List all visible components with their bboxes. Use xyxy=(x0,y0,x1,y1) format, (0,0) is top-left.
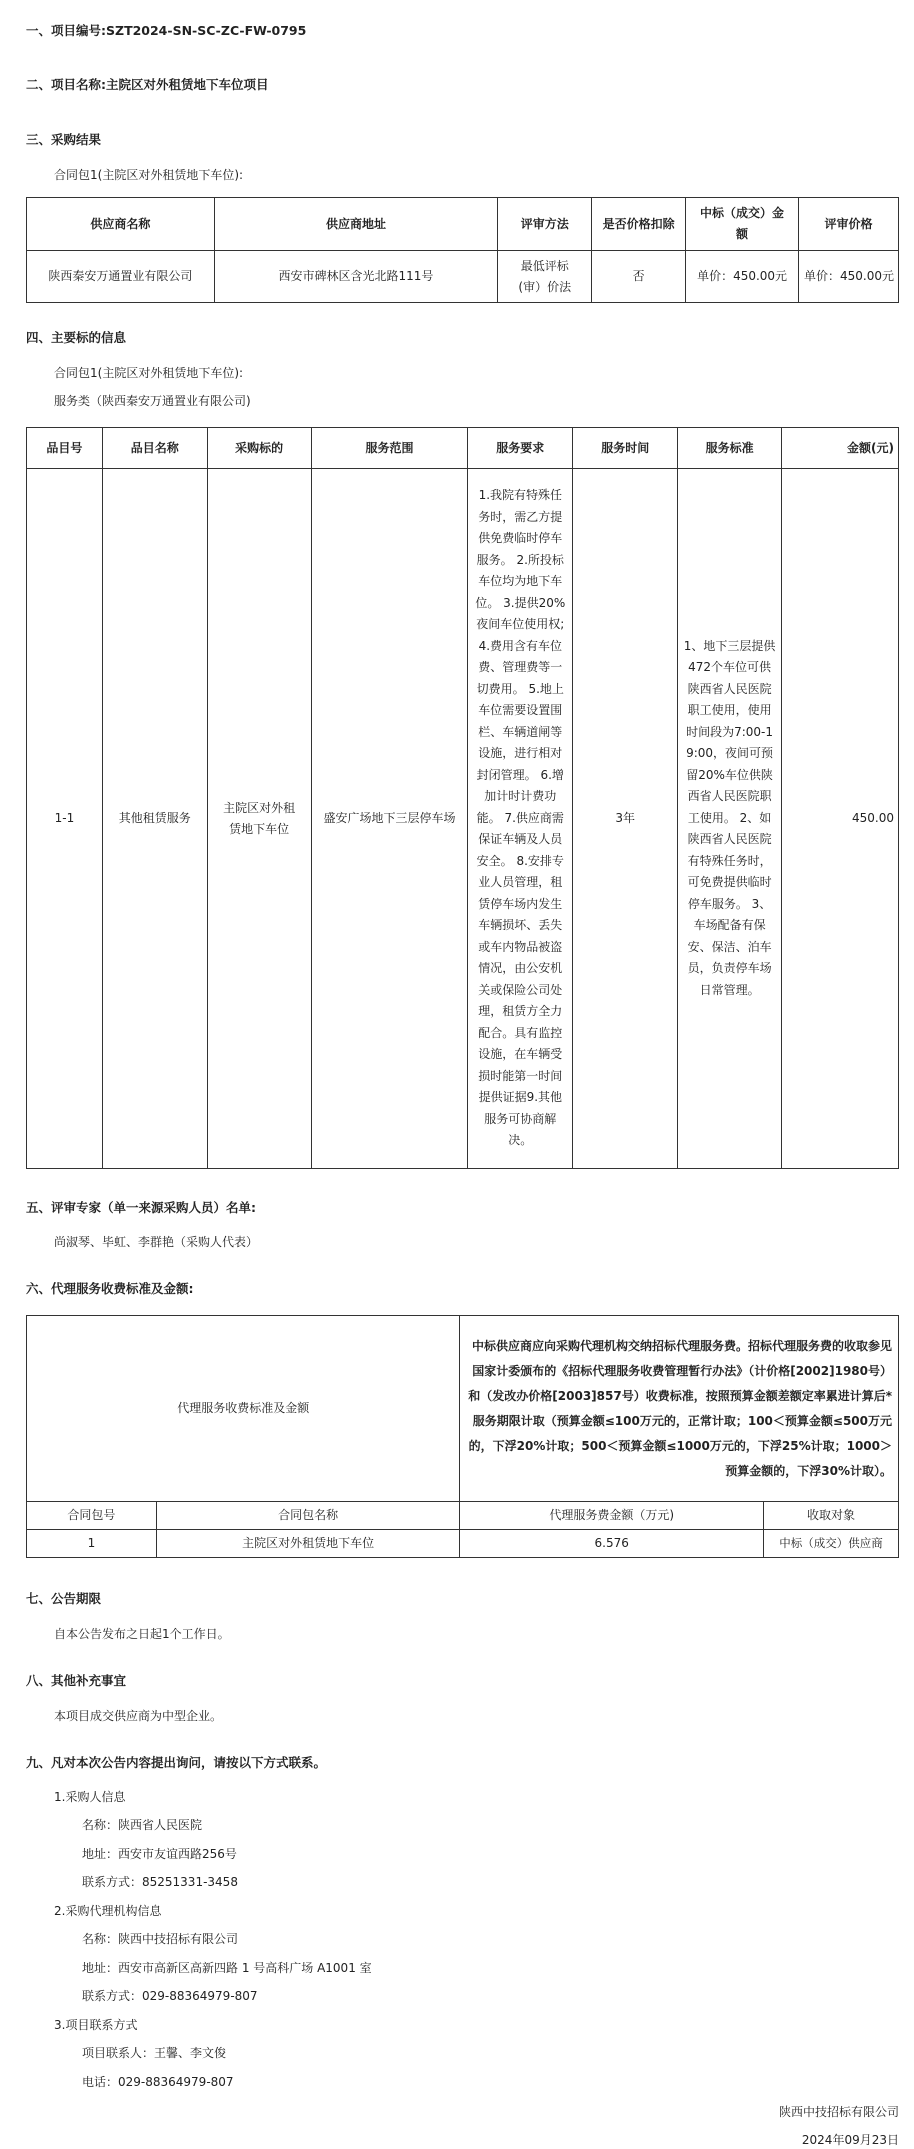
notice-period-text: 自本公告发布之日起1个工作日。 xyxy=(54,1627,230,1641)
buyer-phone: 联系方式：85251331-3458 xyxy=(82,1875,238,1889)
section-title-contact: 九、凡对本次公告内容提出询问，请按以下方式联系。 xyxy=(26,1755,327,1770)
agent-phone: 联系方式：029-88364979-807 xyxy=(82,1989,258,2003)
subject-cell-requirement: 1.我院有特殊任务时，需乙方提供免费临时停车服务。 2.所投标车位均为地下车位。 3.提供20%夜间车位使用权; 4.费用含有车位费、管理费等一切费用。 5.地上车位需要设置围栏、车辆道闸等设施，进行相对封闭管理。 6.增加计时计费功能。 7.供应商需保证车辆及人员安全。 8.安排专业人员管理，租赁停车场内发生车辆损坏、丢失或车内物品被盗情况，由公安机关或保险公司处理，租赁方全力配合。具有监控设施，在车辆受损时能第一时间提供证据9.其他服务可协商解决。 xyxy=(468,469,573,1169)
project-contact-phone: 电话：029-88364979-807 xyxy=(82,2075,234,2089)
project-name-label: 二、项目名称: xyxy=(26,77,106,92)
results-package-label: 合同包1(主院区对外租赁地下车位): xyxy=(54,168,244,182)
section-title-results: 三、采购结果 xyxy=(26,132,102,147)
fee-standard-desc: 中标供应商应向采购代理机构交纳招标代理服务费。招标代理服务费的收取参见国家计委颁布的《招标代理服务收费管理暂行办法》（计价格[2002]1980号）和（发改办价格[2003]857号）收费标准，按照预算金额差额定率累进计算后*服务期限计取（预算金额≤100万元的，正常计取；100＜预算金额≤500万元的，下浮20%计取；500＜预算金额≤1000万元的，下浮25%计取；1000＞预算金额的，下浮30%计取）。 xyxy=(460,1316,899,1502)
results-header: 评审价格 xyxy=(799,198,899,251)
results-header: 评审方法 xyxy=(498,198,592,251)
footer-company: 陕西中技招标有限公司 xyxy=(778,2105,899,2119)
fee-cell: 中标（成交）供应商 xyxy=(764,1530,899,1558)
subject-cell-target: 主院区对外租赁地下车位 xyxy=(207,469,311,1169)
subject-header: 服务标准 xyxy=(678,428,782,469)
section-title-notice-period: 七、公告期限 xyxy=(26,1591,102,1606)
agent-info-title: 2.采购代理机构信息 xyxy=(54,1904,162,1918)
subject-header: 服务范围 xyxy=(311,428,468,469)
results-header: 供应商名称 xyxy=(27,198,215,251)
results-cell: 单价：450.00元 xyxy=(799,251,899,303)
agency-fee-table xyxy=(26,1315,899,1558)
agent-name: 名称：陕西中技招标有限公司 xyxy=(82,1932,239,1946)
subject-cell-scope: 盛安广场地下三层停车场 xyxy=(311,469,468,1169)
subject-service-type: 服务类（陕西秦安万通置业有限公司) xyxy=(54,394,251,408)
subject-cell-amount: 450.00 xyxy=(782,469,899,1169)
subject-cell-time: 3年 xyxy=(573,469,678,1169)
section-title-agency-fee: 六、代理服务收费标准及金额: xyxy=(26,1281,194,1296)
buyer-info-title: 1.采购人信息 xyxy=(54,1790,126,1804)
section-project-number xyxy=(26,21,306,39)
table-row xyxy=(27,251,899,303)
subject-header: 品目名称 xyxy=(102,428,207,469)
fee-standard-row xyxy=(27,1316,899,1502)
results-header: 是否价格扣除 xyxy=(592,198,686,251)
buyer-address: 地址：西安市友谊西路256号 xyxy=(82,1847,237,1861)
table-row xyxy=(27,1530,899,1558)
subject-cell-name: 其他租赁服务 xyxy=(102,469,207,1169)
table-row xyxy=(27,469,899,1169)
results-cell: 单价：450.00元 xyxy=(686,251,799,303)
results-header: 中标（成交）金额 xyxy=(686,198,799,251)
fee-header: 代理服务费金额（万元) xyxy=(460,1502,764,1530)
subject-package-label: 合同包1(主院区对外租赁地下车位): xyxy=(54,366,244,380)
fee-header: 合同包名称 xyxy=(156,1502,460,1530)
results-table xyxy=(26,197,899,303)
subject-header: 品目号 xyxy=(27,428,103,469)
project-number-value: SZT2024-SN-SC-ZC-FW-0795 xyxy=(106,23,307,38)
project-contact-person: 项目联系人：王馨、李文俊 xyxy=(82,2046,227,2060)
subject-header: 服务要求 xyxy=(468,428,573,469)
fee-cell: 1 xyxy=(27,1530,157,1558)
project-number-label: 一、项目编号: xyxy=(26,23,106,38)
results-header: 供应商地址 xyxy=(214,198,498,251)
section-title-subject-info: 四、主要标的信息 xyxy=(26,330,127,345)
section-title-experts: 五、评审专家（单一来源采购人员）名单: xyxy=(26,1200,256,1215)
subject-header-row xyxy=(27,428,899,469)
fee-cell: 主院区对外租赁地下车位 xyxy=(156,1530,460,1558)
subject-cell-standard: 1、地下三层提供472个车位可供陕西省人民医院职工使用，使用时间段为7:00-19:00，夜间可预留20%车位供陕西省人民医院职工使用。 2、如陕西省人民医院有特殊任务时，可免费提供临时停车服务。 3、车场配备有保安、保洁、泊车员，负责停车场日常管理。 xyxy=(678,469,782,1169)
fee-header-row xyxy=(27,1502,899,1530)
fee-header: 收取对象 xyxy=(764,1502,899,1530)
subject-header: 服务时间 xyxy=(573,428,678,469)
results-cell: 陕西秦安万通置业有限公司 xyxy=(27,251,215,303)
subject-cell-no: 1-1 xyxy=(27,469,103,1169)
subject-header: 采购标的 xyxy=(207,428,311,469)
expert-names: 尚淑琴、毕虹、李群艳（采购人代表） xyxy=(54,1235,259,1249)
subject-header: 金额(元) xyxy=(782,428,899,469)
subject-table xyxy=(26,427,899,1169)
project-name-value: 主院区对外租赁地下车位项目 xyxy=(106,77,269,92)
project-contact-title: 3.项目联系方式 xyxy=(54,2018,138,2032)
results-cell: 否 xyxy=(592,251,686,303)
fee-standard-label: 代理服务收费标准及金额 xyxy=(27,1316,460,1502)
agent-address: 地址：西安市高新区高新四路 1 号高科广场 A1001 室 xyxy=(82,1961,372,1975)
results-cell: 最低评标(审）价法 xyxy=(498,251,592,303)
results-cell: 西安市碑林区含光北路111号 xyxy=(214,251,498,303)
buyer-name: 名称：陕西省人民医院 xyxy=(82,1818,203,1832)
section-project-name xyxy=(26,75,269,93)
section-title-other: 八、其他补充事宜 xyxy=(26,1673,127,1688)
footer-date: 2024年09月23日 xyxy=(801,2133,899,2147)
other-text: 本项目成交供应商为中型企业。 xyxy=(54,1709,223,1723)
fee-header: 合同包号 xyxy=(27,1502,157,1530)
fee-cell: 6.576 xyxy=(460,1530,764,1558)
results-header-row xyxy=(27,198,899,251)
